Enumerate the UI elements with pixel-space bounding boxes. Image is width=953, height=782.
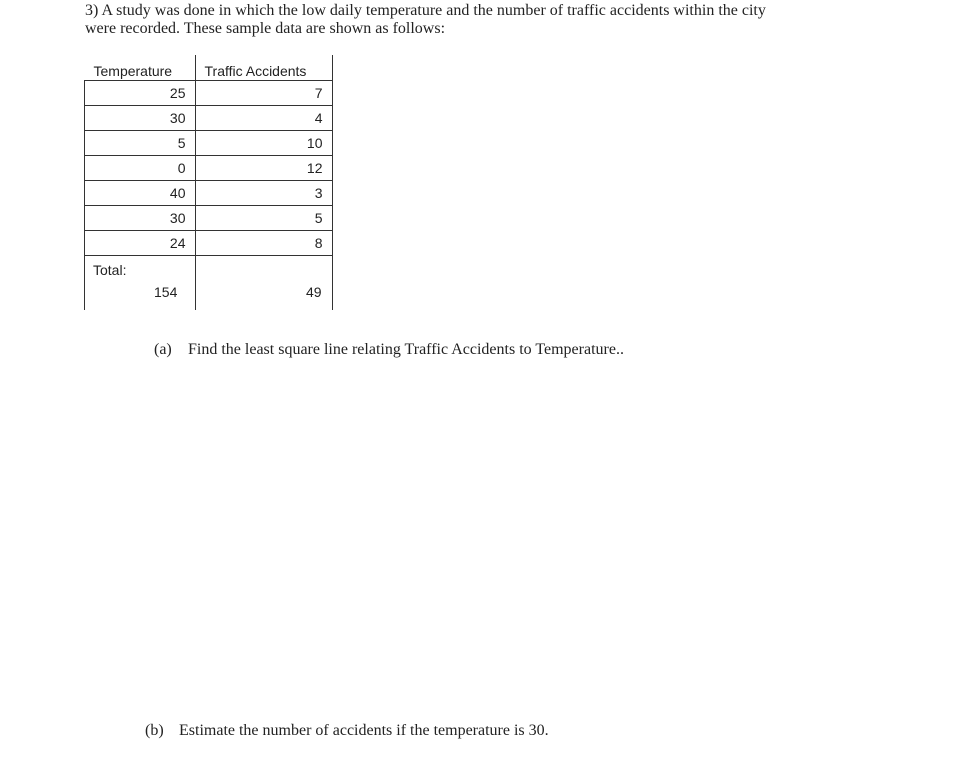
question-b-label: (b) bbox=[145, 722, 164, 739]
temperature-cell: 5 bbox=[85, 131, 196, 156]
total-accidents-value: 49 bbox=[306, 284, 322, 300]
question-a-text: Find the least square line relating Traffic Accidents to Temperature.. bbox=[188, 341, 624, 358]
accidents-cell: 12 bbox=[195, 156, 332, 181]
data-table bbox=[84, 55, 333, 310]
total-temperature-value: 154 bbox=[154, 284, 178, 300]
accidents-cell: 3 bbox=[195, 181, 332, 206]
temperature-cell: 30 bbox=[85, 106, 196, 131]
table-row bbox=[85, 156, 333, 181]
table-row bbox=[85, 106, 333, 131]
table-row bbox=[85, 231, 333, 256]
problem-intro-line-2: were recorded. These sample data are shown as follows: bbox=[85, 20, 446, 37]
total-row bbox=[85, 256, 333, 311]
accidents-cell: 8 bbox=[195, 231, 332, 256]
accidents-cell: 4 bbox=[195, 106, 332, 131]
question-a bbox=[154, 341, 624, 359]
temperature-cell: 24 bbox=[85, 231, 196, 256]
table-header-row bbox=[85, 55, 333, 81]
total-label: Total: bbox=[93, 262, 127, 278]
question-b-text: Estimate the number of accidents if the temperature is 30. bbox=[179, 722, 549, 739]
table-row bbox=[85, 131, 333, 156]
question-b bbox=[145, 722, 549, 740]
temperature-cell: 30 bbox=[85, 206, 196, 231]
total-temperature-cell bbox=[85, 256, 196, 311]
header-temperature: Temperature bbox=[85, 55, 196, 81]
question-a-label: (a) bbox=[154, 341, 172, 358]
header-traffic-accidents: Traffic Accidents bbox=[195, 55, 332, 81]
problem-intro-line-1: 3) A study was done in which the low daily temperature and the number of traffic accidents within the city bbox=[85, 2, 766, 19]
table-row bbox=[85, 81, 333, 106]
temperature-cell: 0 bbox=[85, 156, 196, 181]
accidents-cell: 7 bbox=[195, 81, 332, 106]
temperature-cell: 40 bbox=[85, 181, 196, 206]
temperature-cell: 25 bbox=[85, 81, 196, 106]
accidents-cell: 10 bbox=[195, 131, 332, 156]
table-row bbox=[85, 181, 333, 206]
total-accidents-cell bbox=[195, 256, 332, 311]
accidents-cell: 5 bbox=[195, 206, 332, 231]
problem-statement bbox=[85, 2, 845, 38]
table-row bbox=[85, 206, 333, 231]
